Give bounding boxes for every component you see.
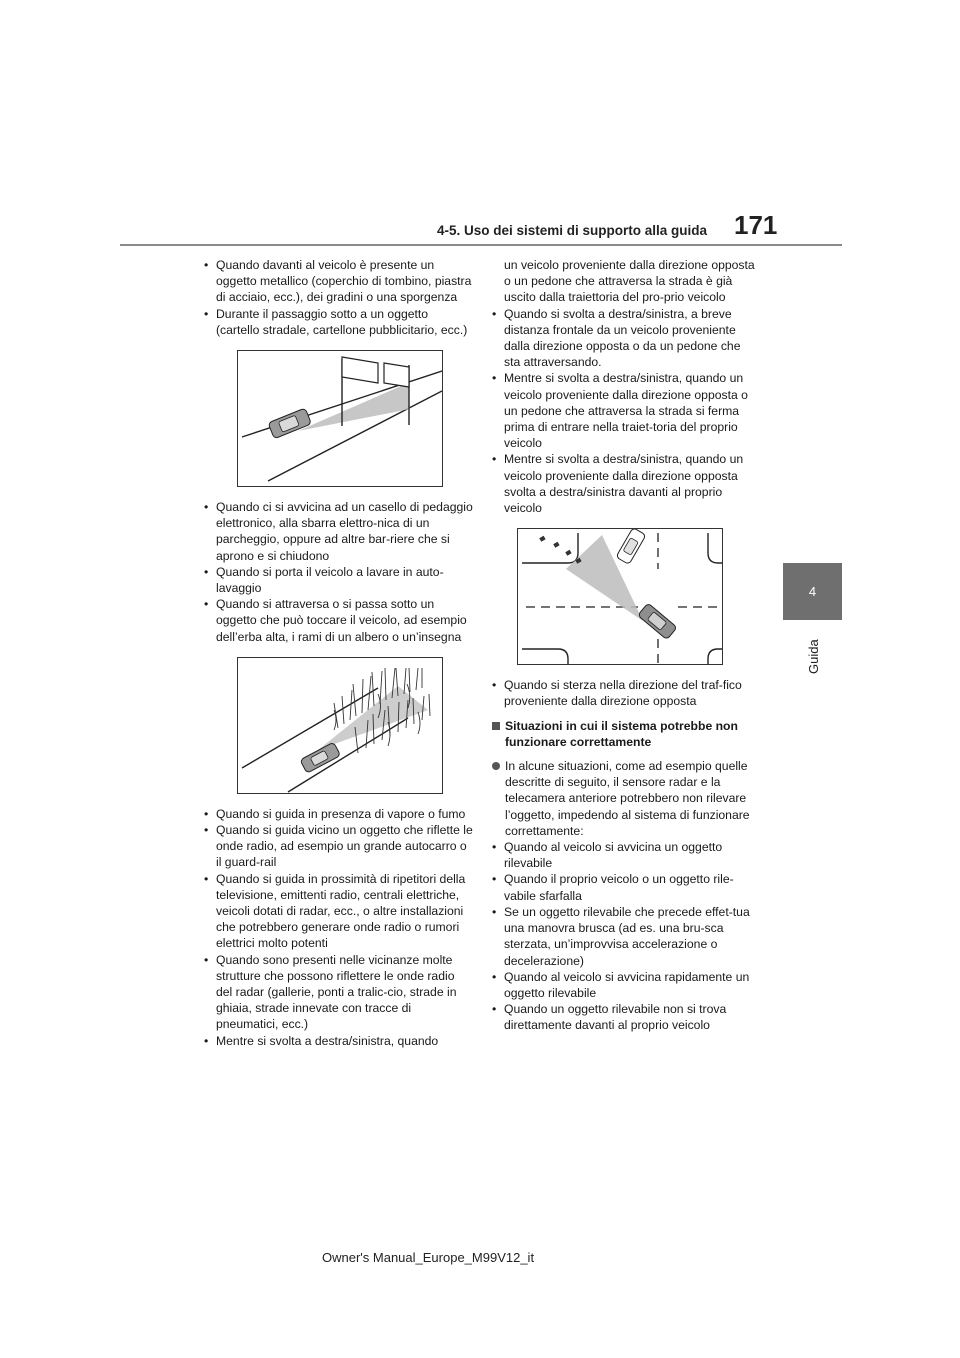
list-item: • Quando si svolta a destra/sinistra, a breve distanza frontale da un veicolo proveniente dalla direzione opposta o da un pedone che sta attraversando. [491,306,756,371]
list-item: • Quando al veicolo si avvicina un oggetto rilevabile [491,839,756,871]
list-item: • Quando il proprio veicolo o un oggetto rile-vabile sfarfalla [491,871,756,903]
list-item: • Quando si attraversa o si passa sotto un oggetto che può toccare il veicolo, ad esempio dell’erba alta, i rami di un albero o un’insegna [203,596,473,645]
list-item: • Quando ci si avvicina ad un casello di pedaggio elettronico, alla sbarra elettro-nica di un parcheggio, oppure ad altre bar-riere che si aprono e si chiudono [203,499,473,564]
circle-bullet-item: In alcune situazioni, come ad esempio quelle descritte di seguito, il sensore radar e la telecamera anteriore potrebbero non rilevare l’oggetto, impedendo al sistema di funzionare correttamente: [491,758,756,839]
list-item: • Se un oggetto rilevabile che precede effet-tua una manovra brusca (ad es. una bru-sca sterzata, un’improvvisa accelerazione o decelerazione) [491,904,756,969]
list-item: • Mentre si svolta a destra/sinistra, quando un veicolo proveniente dalla direzione opposta o un pedone che attraversa la strada si ferma prima di entrare nella traiet-toria del proprio veicolo [491,370,756,451]
intersection-turn-illustration [517,528,723,665]
list-item: • Quando al veicolo si avvicina rapidamente un oggetto rilevabile [491,969,756,1001]
list-item: • Quando un oggetto rilevabile non si trova direttamente davanti al proprio veicolo [491,1001,756,1033]
list-item: • Quando davanti al veicolo è presente un oggetto metallico (coperchio di tombino, piastra di acciaio, ecc.), dei gradini o una sporgenza [203,257,473,306]
header-divider [120,244,842,246]
list-item: • Durante il passaggio sotto a un oggetto (cartello stradale, cartellone pubblicitario, ecc.) [203,306,473,338]
overhead-sign-illustration [237,350,443,487]
list-item: • Quando si porta il veicolo a lavare in auto-lavaggio [203,564,473,596]
page-number: 171 [734,210,778,240]
right-column [491,257,756,1034]
section-heading: Situazioni in cui il sistema potrebbe non funzionare correttamente [491,718,756,750]
section-title: 4-5. Uso dei sistemi di supporto alla guida [437,223,708,238]
list-item: • Quando si guida in prossimità di ripetitori della televisione, emittenti radio, centrali elettriche, veicoli dotati di radar, ecc., o altre installazioni che potrebbero generare onde radio o rumori elettrici molto potenti [203,871,473,952]
list-item: • Quando si guida vicino un oggetto che riflette le onde radio, ad esempio un grande autocarro o il guard-rail [203,822,473,871]
list-item: • Quando sono presenti nelle vicinanze molte strutture che possono riflettere le onde radio del radar (gallerie, ponti a tralic-cio, strade in ghiaia, strade innevate con tracce di pneumatici, ecc.) [203,952,473,1033]
chapter-label-text: Guida [806,639,821,674]
tall-grass-illustration [237,657,443,794]
continuation-text: un veicolo proveniente dalla direzione opposta o un pedone che attraversa la strada è già uscito dalla traiettoria del pro-prio veicolo [504,258,755,305]
chapter-label [804,628,824,688]
list-item: • Quando si guida in presenza di vapore o fumo [203,806,473,822]
left-column [203,257,473,1049]
chapter-tab [783,563,842,620]
list-item: • Quando si sterza nella direzione del traf-fico proveniente dalla direzione opposta [491,677,756,709]
chapter-number: 4 [808,584,817,599]
footer-text: Owner's Manual_Europe_M99V12_it [322,1250,535,1265]
list-item: • Mentre si svolta a destra/sinistra, quando un veicolo proveniente dalla direzione opposta svolta a destra/sinistra davanti al proprio veicolo [491,451,756,516]
list-item: • Mentre si svolta a destra/sinistra, quando [203,1033,473,1049]
